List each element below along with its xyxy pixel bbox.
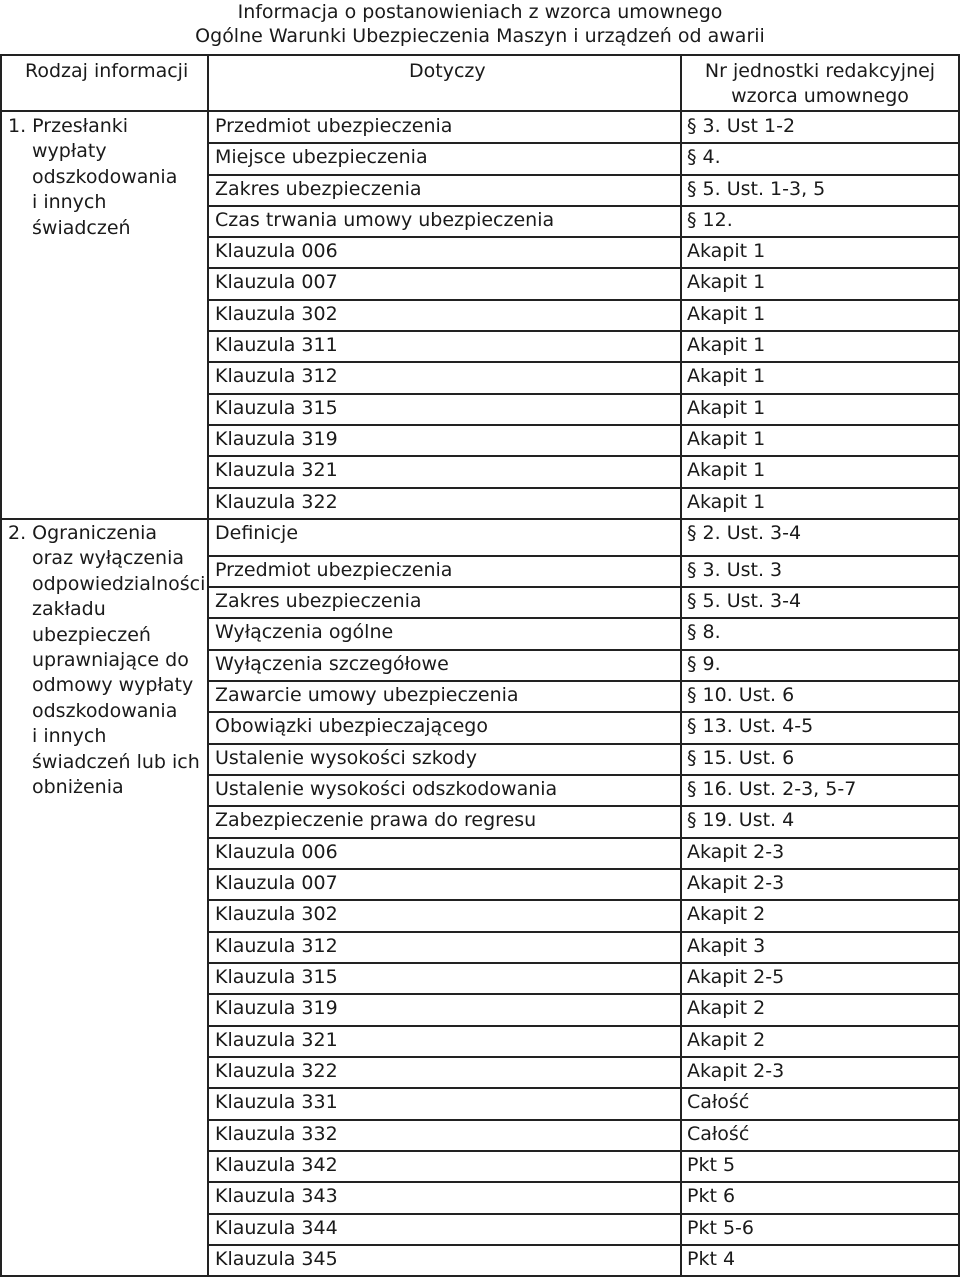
table-row xyxy=(209,301,958,330)
table-left-border xyxy=(0,54,2,1277)
cell-nr-jednostki: § 12. xyxy=(687,209,733,231)
cell-dotyczy: Klauzula 311 xyxy=(215,334,338,356)
cell-nr-jednostki: Akapit 1 xyxy=(687,303,766,325)
cell-dotyczy: Klauzula 302 xyxy=(215,903,338,925)
cell-nr-jednostki: Pkt 4 xyxy=(687,1248,736,1270)
table-row xyxy=(209,457,958,486)
table-row xyxy=(209,176,958,205)
section-label-line: 2. Ograniczenia xyxy=(8,522,158,544)
table-row xyxy=(209,901,958,930)
section-label-line: odmowy wypłaty xyxy=(32,674,194,697)
section-label-line: 1. Przesłanki xyxy=(8,115,129,137)
cell-nr-jednostki: Akapit 1 xyxy=(687,271,766,293)
table-row xyxy=(209,1215,958,1244)
cell-nr-jednostki: Akapit 2-3 xyxy=(687,841,785,863)
cell-dotyczy: Klauzula 319 xyxy=(215,428,338,450)
section-label-line: ubezpieczeń xyxy=(32,623,151,646)
table-row xyxy=(209,682,958,711)
header-bottom-rule xyxy=(0,110,960,112)
cell-nr-jednostki: Pkt 5-6 xyxy=(687,1217,754,1239)
cell-nr-jednostki: § 16. Ust. 2-3, 5-7 xyxy=(687,778,856,800)
table-row xyxy=(209,619,958,648)
table-row xyxy=(209,807,958,836)
table-row xyxy=(209,713,958,742)
table-row xyxy=(209,776,958,805)
cell-dotyczy: Klauzula 315 xyxy=(215,397,338,419)
table-row xyxy=(209,238,958,267)
cell-dotyczy: Klauzula 322 xyxy=(215,1060,338,1082)
cell-nr-jednostki: Akapit 1 xyxy=(687,365,766,387)
section-2-label xyxy=(8,521,204,800)
table-row xyxy=(209,745,958,774)
cell-dotyczy: Przedmiot ubezpieczenia xyxy=(215,115,453,137)
section-label-line: oraz wyłączenia xyxy=(32,547,184,570)
header-nr-line-2: wzorca umownego xyxy=(731,85,909,107)
cell-nr-jednostki: Akapit 3 xyxy=(687,935,766,957)
cell-nr-jednostki: § 4. xyxy=(687,146,721,168)
section-label-line: i innych xyxy=(32,725,107,748)
cell-nr-jednostki: Pkt 6 xyxy=(687,1185,736,1207)
cell-dotyczy: Klauzula 006 xyxy=(215,240,338,262)
table-row xyxy=(209,588,958,617)
cell-dotyczy: Klauzula 315 xyxy=(215,966,338,988)
cell-nr-jednostki: § 9. xyxy=(687,653,721,675)
section-label-line: odszkodowania xyxy=(32,699,178,722)
cell-nr-jednostki: Pkt 5 xyxy=(687,1154,736,1176)
cell-dotyczy: Klauzula 345 xyxy=(215,1248,338,1270)
header-rodzaj-informacji: Rodzaj informacji xyxy=(25,60,189,82)
cell-dotyczy: Klauzula 331 xyxy=(215,1091,338,1113)
cell-nr-jednostki: Akapit 1 xyxy=(687,334,766,356)
table-row xyxy=(209,395,958,424)
cell-nr-jednostki: Akapit 2 xyxy=(687,903,766,925)
table-row xyxy=(209,332,958,361)
title-line-2: Ogólne Warunki Ubezpieczenia Maszyn i urządzeń od awarii xyxy=(195,25,765,47)
table-row xyxy=(209,426,958,455)
cell-nr-jednostki: Akapit 1 xyxy=(687,397,766,419)
cell-nr-jednostki: Akapit 2 xyxy=(687,1029,766,1051)
cell-nr-jednostki: § 10. Ust. 6 xyxy=(687,684,794,706)
cell-dotyczy: Przedmiot ubezpieczenia xyxy=(215,559,453,581)
table-row xyxy=(209,1058,958,1087)
table-row xyxy=(209,207,958,236)
cell-dotyczy: Zawarcie umowy ubezpieczenia xyxy=(215,684,519,706)
table-row xyxy=(209,995,958,1024)
section-label-line: świadczeń lub ich xyxy=(32,750,200,773)
section-label-line: zakładu xyxy=(32,598,106,621)
cell-dotyczy: Klauzula 344 xyxy=(215,1217,338,1239)
table-row xyxy=(209,363,958,392)
cell-nr-jednostki: Akapit 1 xyxy=(687,240,766,262)
cell-dotyczy: Ustalenie wysokości szkody xyxy=(215,747,477,769)
cell-nr-jednostki: Akapit 1 xyxy=(687,491,766,513)
cell-dotyczy: Klauzula 343 xyxy=(215,1185,338,1207)
cell-nr-jednostki: § 5. Ust. 3-4 xyxy=(687,590,801,612)
table-row xyxy=(209,651,958,680)
cell-dotyczy: Klauzula 332 xyxy=(215,1123,338,1145)
section-label-line: uprawniające do xyxy=(32,649,189,672)
table-row xyxy=(209,1183,958,1212)
cell-dotyczy: Zabezpieczenie prawa do regresu xyxy=(215,809,537,831)
cell-nr-jednostki: § 3. Ust 1-2 xyxy=(687,115,795,137)
section-label-line: odpowiedzialności xyxy=(32,572,206,595)
table-row xyxy=(209,1246,958,1275)
cell-dotyczy: Klauzula 319 xyxy=(215,997,338,1019)
table-row xyxy=(209,557,958,586)
cell-dotyczy: Obowiązki ubezpieczającego xyxy=(215,715,488,737)
header-dotyczy: Dotyczy xyxy=(409,60,486,82)
header-top-rule xyxy=(0,54,960,56)
cell-dotyczy: Klauzula 312 xyxy=(215,365,338,387)
section-label-line: świadczeń xyxy=(32,216,131,239)
cell-nr-jednostki: § 13. Ust. 4-5 xyxy=(687,715,813,737)
table-row xyxy=(209,933,958,962)
cell-dotyczy: Klauzula 302 xyxy=(215,303,338,325)
section-label-line: i innych xyxy=(32,191,107,214)
cell-nr-jednostki: Akapit 2-3 xyxy=(687,1060,785,1082)
cell-nr-jednostki: § 2. Ust. 3-4 xyxy=(687,522,801,544)
section-1-label xyxy=(8,114,204,241)
table-row xyxy=(209,1089,958,1118)
header-nr-jednostki xyxy=(682,59,958,109)
title-line-1: Informacja o postanowieniach z wzorca umownego xyxy=(237,1,723,23)
table-bottom-rule xyxy=(0,1275,960,1277)
cell-nr-jednostki: Całość xyxy=(687,1091,750,1113)
table-row xyxy=(209,1121,958,1150)
cell-dotyczy: Klauzula 007 xyxy=(215,872,338,894)
cell-nr-jednostki: Całość xyxy=(687,1123,750,1145)
table-row xyxy=(209,144,958,173)
cell-dotyczy: Zakres ubezpieczenia xyxy=(215,590,422,612)
cell-nr-jednostki: Akapit 2-3 xyxy=(687,872,785,894)
cell-dotyczy: Ustalenie wysokości odszkodowania xyxy=(215,778,558,800)
cell-dotyczy: Zakres ubezpieczenia xyxy=(215,178,422,200)
cell-dotyczy: Klauzula 007 xyxy=(215,271,338,293)
cell-dotyczy: Definicje xyxy=(215,522,299,544)
table-row xyxy=(209,520,958,549)
table-row xyxy=(209,839,958,868)
cell-nr-jednostki: § 8. xyxy=(687,621,721,643)
table-row xyxy=(209,489,958,518)
section-label-line: obniżenia xyxy=(32,776,124,799)
table-row xyxy=(209,964,958,993)
cell-nr-jednostki: Akapit 1 xyxy=(687,459,766,481)
table-row xyxy=(209,1027,958,1056)
cell-nr-jednostki: § 5. Ust. 1-3, 5 xyxy=(687,178,825,200)
cell-nr-jednostki: § 19. Ust. 4 xyxy=(687,809,794,831)
cell-dotyczy: Klauzula 322 xyxy=(215,491,338,513)
cell-dotyczy: Miejsce ubezpieczenia xyxy=(215,146,428,168)
table-row xyxy=(209,269,958,298)
cell-dotyczy: Wyłączenia szczegółowe xyxy=(215,653,449,675)
cell-dotyczy: Klauzula 312 xyxy=(215,935,338,957)
cell-dotyczy: Klauzula 321 xyxy=(215,459,338,481)
table-row xyxy=(209,1152,958,1181)
cell-dotyczy: Wyłączenia ogólne xyxy=(215,621,394,643)
cell-nr-jednostki: § 3. Ust. 3 xyxy=(687,559,782,581)
cell-dotyczy: Czas trwania umowy ubezpieczenia xyxy=(215,209,555,231)
table-row xyxy=(209,870,958,899)
table-row xyxy=(209,113,958,142)
cell-dotyczy: Klauzula 006 xyxy=(215,841,338,863)
cell-nr-jednostki: § 15. Ust. 6 xyxy=(687,747,794,769)
cell-nr-jednostki: Akapit 1 xyxy=(687,428,766,450)
section-label-line: odszkodowania xyxy=(32,165,178,188)
section-label-line: wypłaty xyxy=(32,140,107,163)
cell-dotyczy: Klauzula 342 xyxy=(215,1154,338,1176)
header-nr-line-1: Nr jednostki redakcyjnej xyxy=(704,60,936,82)
table-right-border xyxy=(958,54,960,1277)
cell-nr-jednostki: Akapit 2 xyxy=(687,997,766,1019)
cell-nr-jednostki: Akapit 2-5 xyxy=(687,966,785,988)
cell-dotyczy: Klauzula 321 xyxy=(215,1029,338,1051)
